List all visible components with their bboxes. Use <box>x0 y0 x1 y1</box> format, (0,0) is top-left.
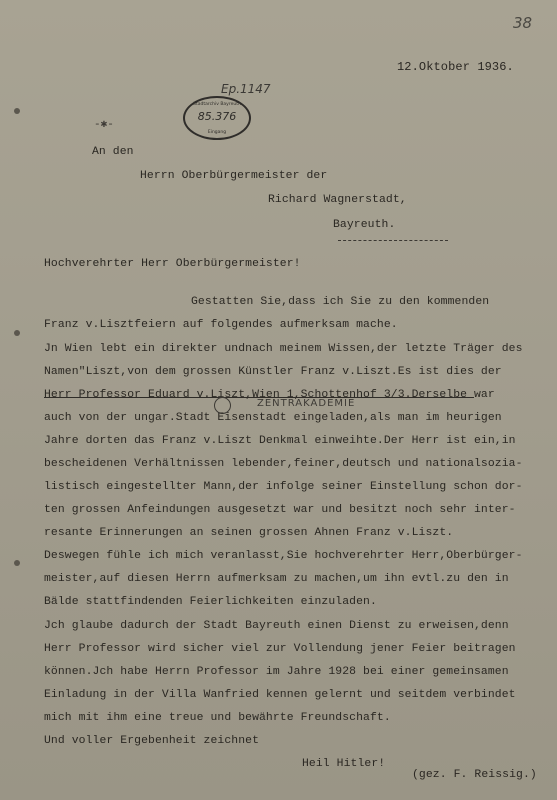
salutation: Hochverehrter Herr Oberbürgermeister! <box>44 258 301 270</box>
body-line: auch von der ungar.Stadt Eisenstadt eingeladen,als man im heurigen <box>44 412 502 424</box>
letter-date: 12.Oktober 1936. <box>397 60 514 74</box>
ornament-mark: -✱- <box>94 119 114 131</box>
body-line: Bälde stattfindenden Feierlichkeiten einzuladen. <box>44 596 377 608</box>
body-line: Und voller Ergebenheit zeichnet <box>44 735 260 747</box>
stamp-bottom-text: Eingang <box>207 130 227 135</box>
punch-hole-mark <box>14 108 20 114</box>
overlay-text: ZENTRAKADEMIE <box>257 398 356 409</box>
archive-note: Ep.1147 <box>221 82 271 96</box>
signature: (gez. F. Reissig.) <box>412 769 537 781</box>
body-line: Herr Professor Eduard v.Liszt,Wien 1,Schottenhof 3/3.Derselbe war <box>44 389 495 401</box>
stamp-number: 85.376 <box>197 110 237 123</box>
address-underline <box>338 240 448 241</box>
address-line-3: Richard Wagnerstadt, <box>268 194 407 206</box>
body-line: Namen"Liszt,von dem grossen Künstler Franz v.Liszt.Es ist dies der <box>44 366 502 378</box>
body-line: listisch eingestellter Mann,der infolge seiner Einstellung schon dor- <box>44 481 523 493</box>
stamp-top-text: Stadtarchiv Bayreuth <box>193 102 241 107</box>
body-line: Franz v.Lisztfeiern auf folgendes aufmerksam mache. <box>44 319 398 331</box>
body-line: Deswegen fühle ich mich veranlasst,Sie hochverehrter Herr,Oberbürger- <box>44 550 523 562</box>
body-line: resante Erinnerungen an seinen grossen Ahnen Franz v.Liszt. <box>44 527 454 539</box>
body-line: Herr Professor wird sicher viel zur Vollendung jener Feier beitragen <box>44 643 516 655</box>
body-line: Gestatten Sie,dass ich Sie zu den kommenden <box>191 296 490 308</box>
punch-hole-mark <box>14 330 20 336</box>
body-line: Jch glaube dadurch der Stadt Bayreuth einen Dienst zu erweisen,denn <box>44 620 509 632</box>
address-line-1: An den <box>92 146 134 158</box>
closing: Heil Hitler! <box>302 758 386 770</box>
address-line-2: Herrn Oberbürgermeister der <box>140 170 328 182</box>
body-line: ten grossen Anfeindungen ausgesetzt war und besitzt noch sehr inter- <box>44 504 516 516</box>
body-line: bescheidenen Verhältnissen lebender,feiner,deutsch und nationalsozia- <box>44 458 523 470</box>
punch-hole-mark <box>14 560 20 566</box>
archive-stamp <box>183 96 251 140</box>
body-line: Jn Wien lebt ein direkter undnach meinem Wissen,der letzte Träger des <box>44 343 523 355</box>
body-line: können.Jch habe Herrn Professor im Jahre 1928 bei einer gemeinsamen <box>44 666 509 678</box>
page-number: 38 <box>513 14 533 32</box>
body-line: Einladung in der Villa Wanfried kennen gelernt und seitdem verbindet <box>44 689 516 701</box>
body-line: mich mit ihm eine treue und bewährte Freundschaft. <box>44 712 391 724</box>
address-line-4: Bayreuth. <box>333 219 396 231</box>
body-line: meister,auf diesen Herrn aufmerksam zu machen,um ihn evtl.zu den in <box>44 573 509 585</box>
body-line: Jahre dorten das Franz v.Liszt Denkmal einweihte.Der Herr ist ein,in <box>44 435 516 447</box>
